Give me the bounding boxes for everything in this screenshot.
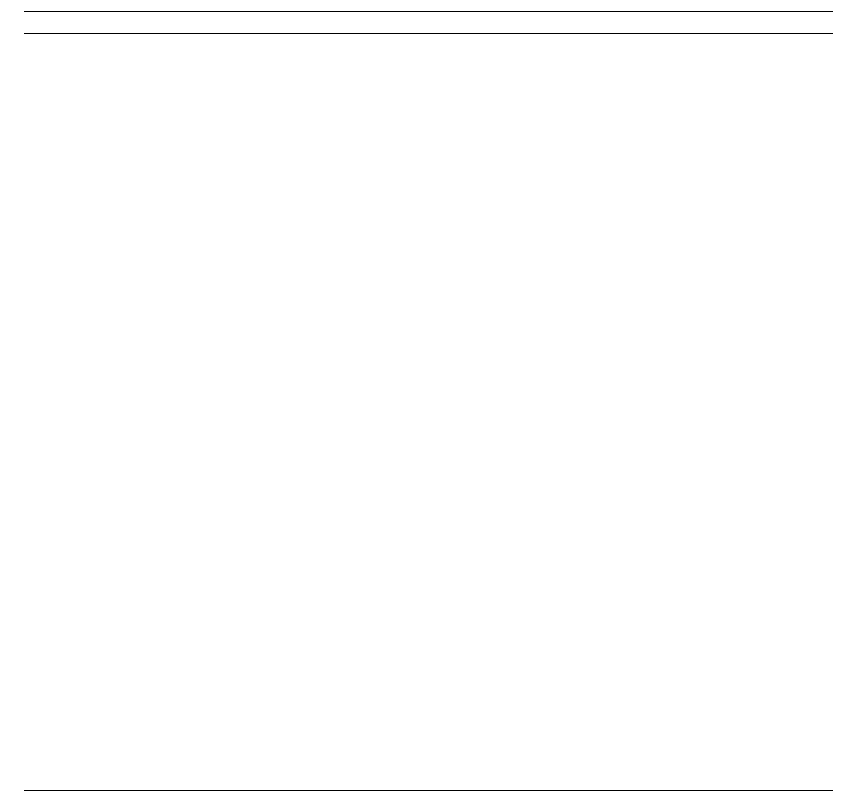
table-header-rule — [24, 33, 833, 34]
table-header-row — [0, 12, 853, 33]
table-bottom-rule — [24, 790, 833, 791]
